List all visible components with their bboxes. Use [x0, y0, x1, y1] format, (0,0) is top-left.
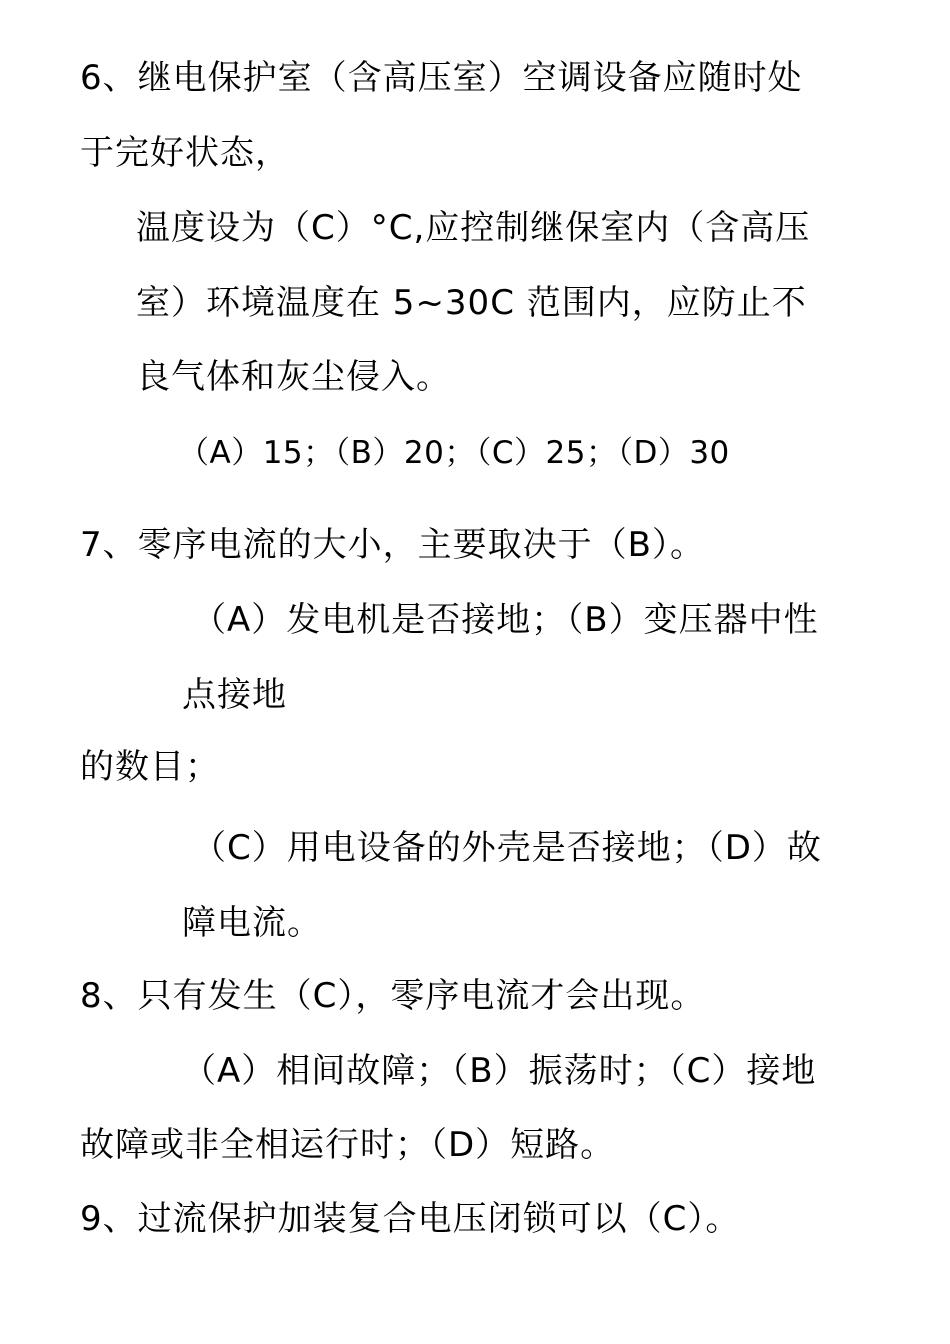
- q8-options-line-2: 故障或非全相运行时；（D）短路。: [80, 1125, 616, 1165]
- q6-stem-line-2: 于完好状态，: [80, 133, 290, 173]
- q7-options-line-5: 障电流。: [182, 903, 322, 943]
- q6-stem-line-5: 良气体和灰尘侵入。: [136, 357, 451, 397]
- q8-options-line-1: （A）相间故障；（B）振荡时；（C）接地: [182, 1051, 817, 1091]
- q7-options-line-3: 的数目；: [80, 747, 220, 787]
- q6-stem-line-3: 温度设为（C）°C,应控制继保室内（含高压: [136, 208, 811, 248]
- q7-options-line-2: 点接地: [182, 675, 287, 715]
- q6-stem-line-4: 室）环境温度在 5~30C 范围内，应防止不: [136, 283, 807, 323]
- q7-options-line-1: （A）发电机是否接地；（B）变压器中性: [192, 600, 819, 640]
- q6-options: （A）15；（B）20；（C）25；（D）30: [178, 435, 730, 471]
- q7-stem: 7、零序电流的大小，主要取决于（B）。: [80, 525, 705, 565]
- q7-options-line-4: （C）用电设备的外壳是否接地；（D）故: [192, 828, 822, 868]
- q6-stem-line-1: 6、继电保护室（含高压室）空调设备应随时处: [80, 58, 803, 98]
- q8-stem: 8、只有发生（C），零序电流才会出现。: [80, 976, 706, 1016]
- q9-stem: 9、过流保护加装复合电压闭锁可以（C）。: [80, 1199, 741, 1239]
